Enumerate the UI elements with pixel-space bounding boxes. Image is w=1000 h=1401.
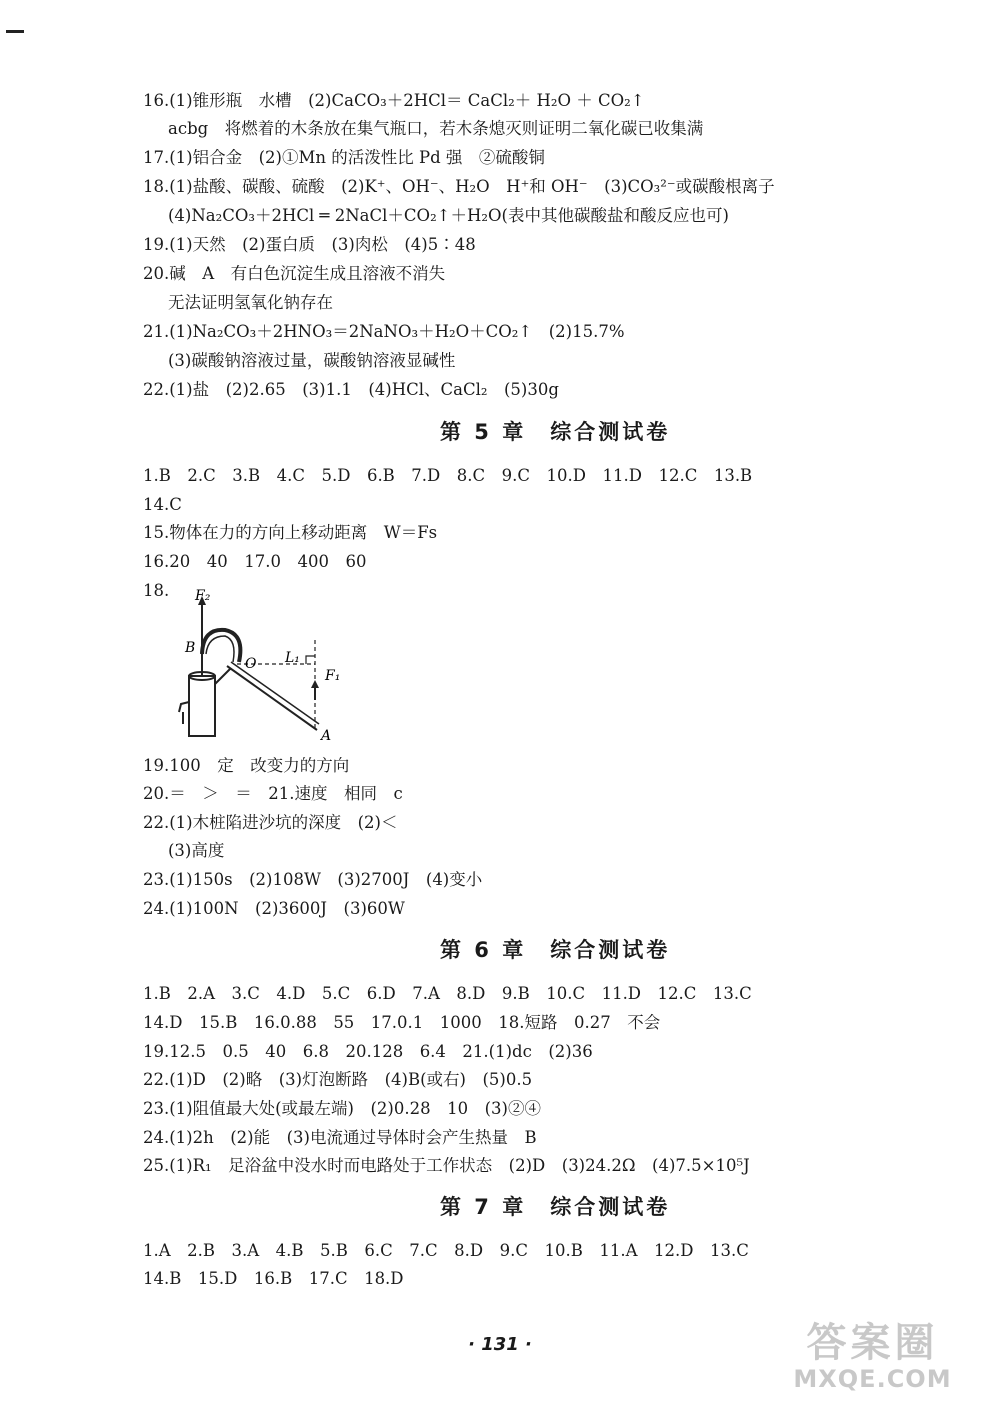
- lever-arm: [227, 666, 317, 730]
- answer-line: 18.(1)盐酸、碳酸、硫酸 (2)K⁺、OH⁻、H₂O H⁺和 OH⁻ (3)CO₃²⁻或碳酸根离子: [143, 177, 775, 196]
- watermark-logo: [765, 1320, 980, 1395]
- answer-line: 21.(1)Na₂CO₃＋2HNO₃＝2NaNO₃＋H₂O＋CO₂↑ (2)15.7%: [143, 322, 625, 341]
- answer-line: 23.(1)150s (2)108W (3)2700J (4)变小: [143, 870, 483, 889]
- answer-line: 20.碱 A 有白色沉淀生成且溶液不消失: [143, 264, 446, 283]
- answer-line: 24.(1)2h (2)能 (3)电流通过导体时会产生热量 B: [143, 1128, 537, 1147]
- answer-line: 20.＝ ＞ ＝ 21.速度 相同 c: [143, 784, 403, 803]
- label-f2: F₂: [195, 588, 211, 604]
- answer-line: 19.(1)天然 (2)蛋白质 (3)肉松 (4)5∶48: [143, 235, 476, 254]
- pump-spout: [179, 702, 189, 724]
- answer-line: 22.(1)D (2)略 (3)灯泡断路 (4)B(或右) (5)0.5: [143, 1070, 533, 1089]
- answer-line: 18.: [143, 581, 170, 600]
- answer-line: 14.D 15.B 16.0.88 55 17.0.1 1000 18.短路 0.27 不会: [143, 1013, 661, 1032]
- page-number: · 131 ·: [468, 1334, 532, 1355]
- answer-line: acbg 将燃着的木条放在集气瓶口，若木条熄灭则证明二氧化碳已收集满: [168, 119, 704, 138]
- answer-line: 16.(1)锥形瓶 水槽 (2)CaCO₃＋2HCl＝ CaCl₂＋ H₂O ＋ CO₂↑: [143, 91, 645, 110]
- chapter-heading: 第 5 章 综合测试卷: [440, 420, 671, 444]
- answer-line: (3)高度: [168, 841, 225, 860]
- answer-line: 1.A 2.B 3.A 4.B 5.B 6.C 7.C 8.D 9.C 10.B 11.A 12.D 13.C: [143, 1241, 749, 1260]
- corner-mark: [6, 30, 24, 33]
- answer-line: 15.物体在力的方向上移动距离 W＝Fs: [143, 523, 438, 542]
- answer-line: 25.(1)R₁ 足浴盆中没水时而电路处于工作状态 (2)D (3)24.2Ω (4)7.5×10⁵J: [143, 1156, 750, 1175]
- answer-line: 22.(1)木桩陷进沙坑的深度 (2)＜: [143, 813, 398, 832]
- pump-bracket: [215, 668, 231, 684]
- label-a: A: [321, 728, 332, 744]
- watermark-logo-text: 答案圈: [806, 1320, 939, 1366]
- right-angle-mark: [306, 656, 315, 664]
- answer-line: 16.20 40 17.0 400 60: [143, 552, 367, 571]
- pump-handle-curve-inner: [206, 636, 234, 662]
- chapter-heading: 第 7 章 综合测试卷: [440, 1195, 671, 1219]
- label-f1: F₁: [325, 668, 341, 684]
- answer-line: 14.C: [143, 495, 182, 514]
- answer-line: 19.100 定 改变力的方向: [143, 756, 350, 775]
- label-l1: L₁: [285, 650, 300, 666]
- answer-line: 1.B 2.C 3.B 4.C 5.D 6.B 7.D 8.C 9.C 10.D 11.D 12.C 13.B: [143, 466, 753, 485]
- label-o: O: [245, 656, 257, 672]
- lever-diagram: [165, 584, 345, 744]
- answer-line: 14.B 15.D 16.B 17.C 18.D: [143, 1269, 404, 1288]
- answer-line: (4)Na₂CO₃＋2HCl ═ 2NaCl＋CO₂↑＋H₂O(表中其他碳酸盐和酸反应也可): [168, 206, 729, 225]
- chapter-heading: 第 6 章 综合测试卷: [440, 938, 671, 962]
- force-f1-arrowhead: [311, 680, 319, 688]
- answer-line: 1.B 2.A 3.C 4.D 5.C 6.D 7.A 8.D 9.B 10.C 11.D 12.C 13.C: [143, 984, 752, 1003]
- answer-line: (3)碳酸钠溶液过量，碳酸钠溶液显碱性: [168, 351, 456, 370]
- answer-line: 无法证明氢氧化钠存在: [168, 293, 333, 312]
- pump-cylinder: [189, 676, 215, 736]
- answer-line: 23.(1)阻值最大处(或最左端) (2)0.28 10 (3)②④: [143, 1099, 541, 1118]
- answer-line: 19.12.5 0.5 40 6.8 20.128 6.4 21.(1)dc (2)36: [143, 1042, 593, 1061]
- label-b: B: [185, 640, 196, 656]
- watermark-site-text: MXQE.COM: [793, 1365, 952, 1393]
- answer-line: 17.(1)铝合金 (2)①Mn 的活泼性比 Pd 强 ②硫酸铜: [143, 148, 545, 167]
- answer-line: 24.(1)100N (2)3600J (3)60W: [143, 899, 405, 918]
- answer-line: 22.(1)盐 (2)2.65 (3)1.1 (4)HCl、CaCl₂ (5)30g: [143, 380, 559, 399]
